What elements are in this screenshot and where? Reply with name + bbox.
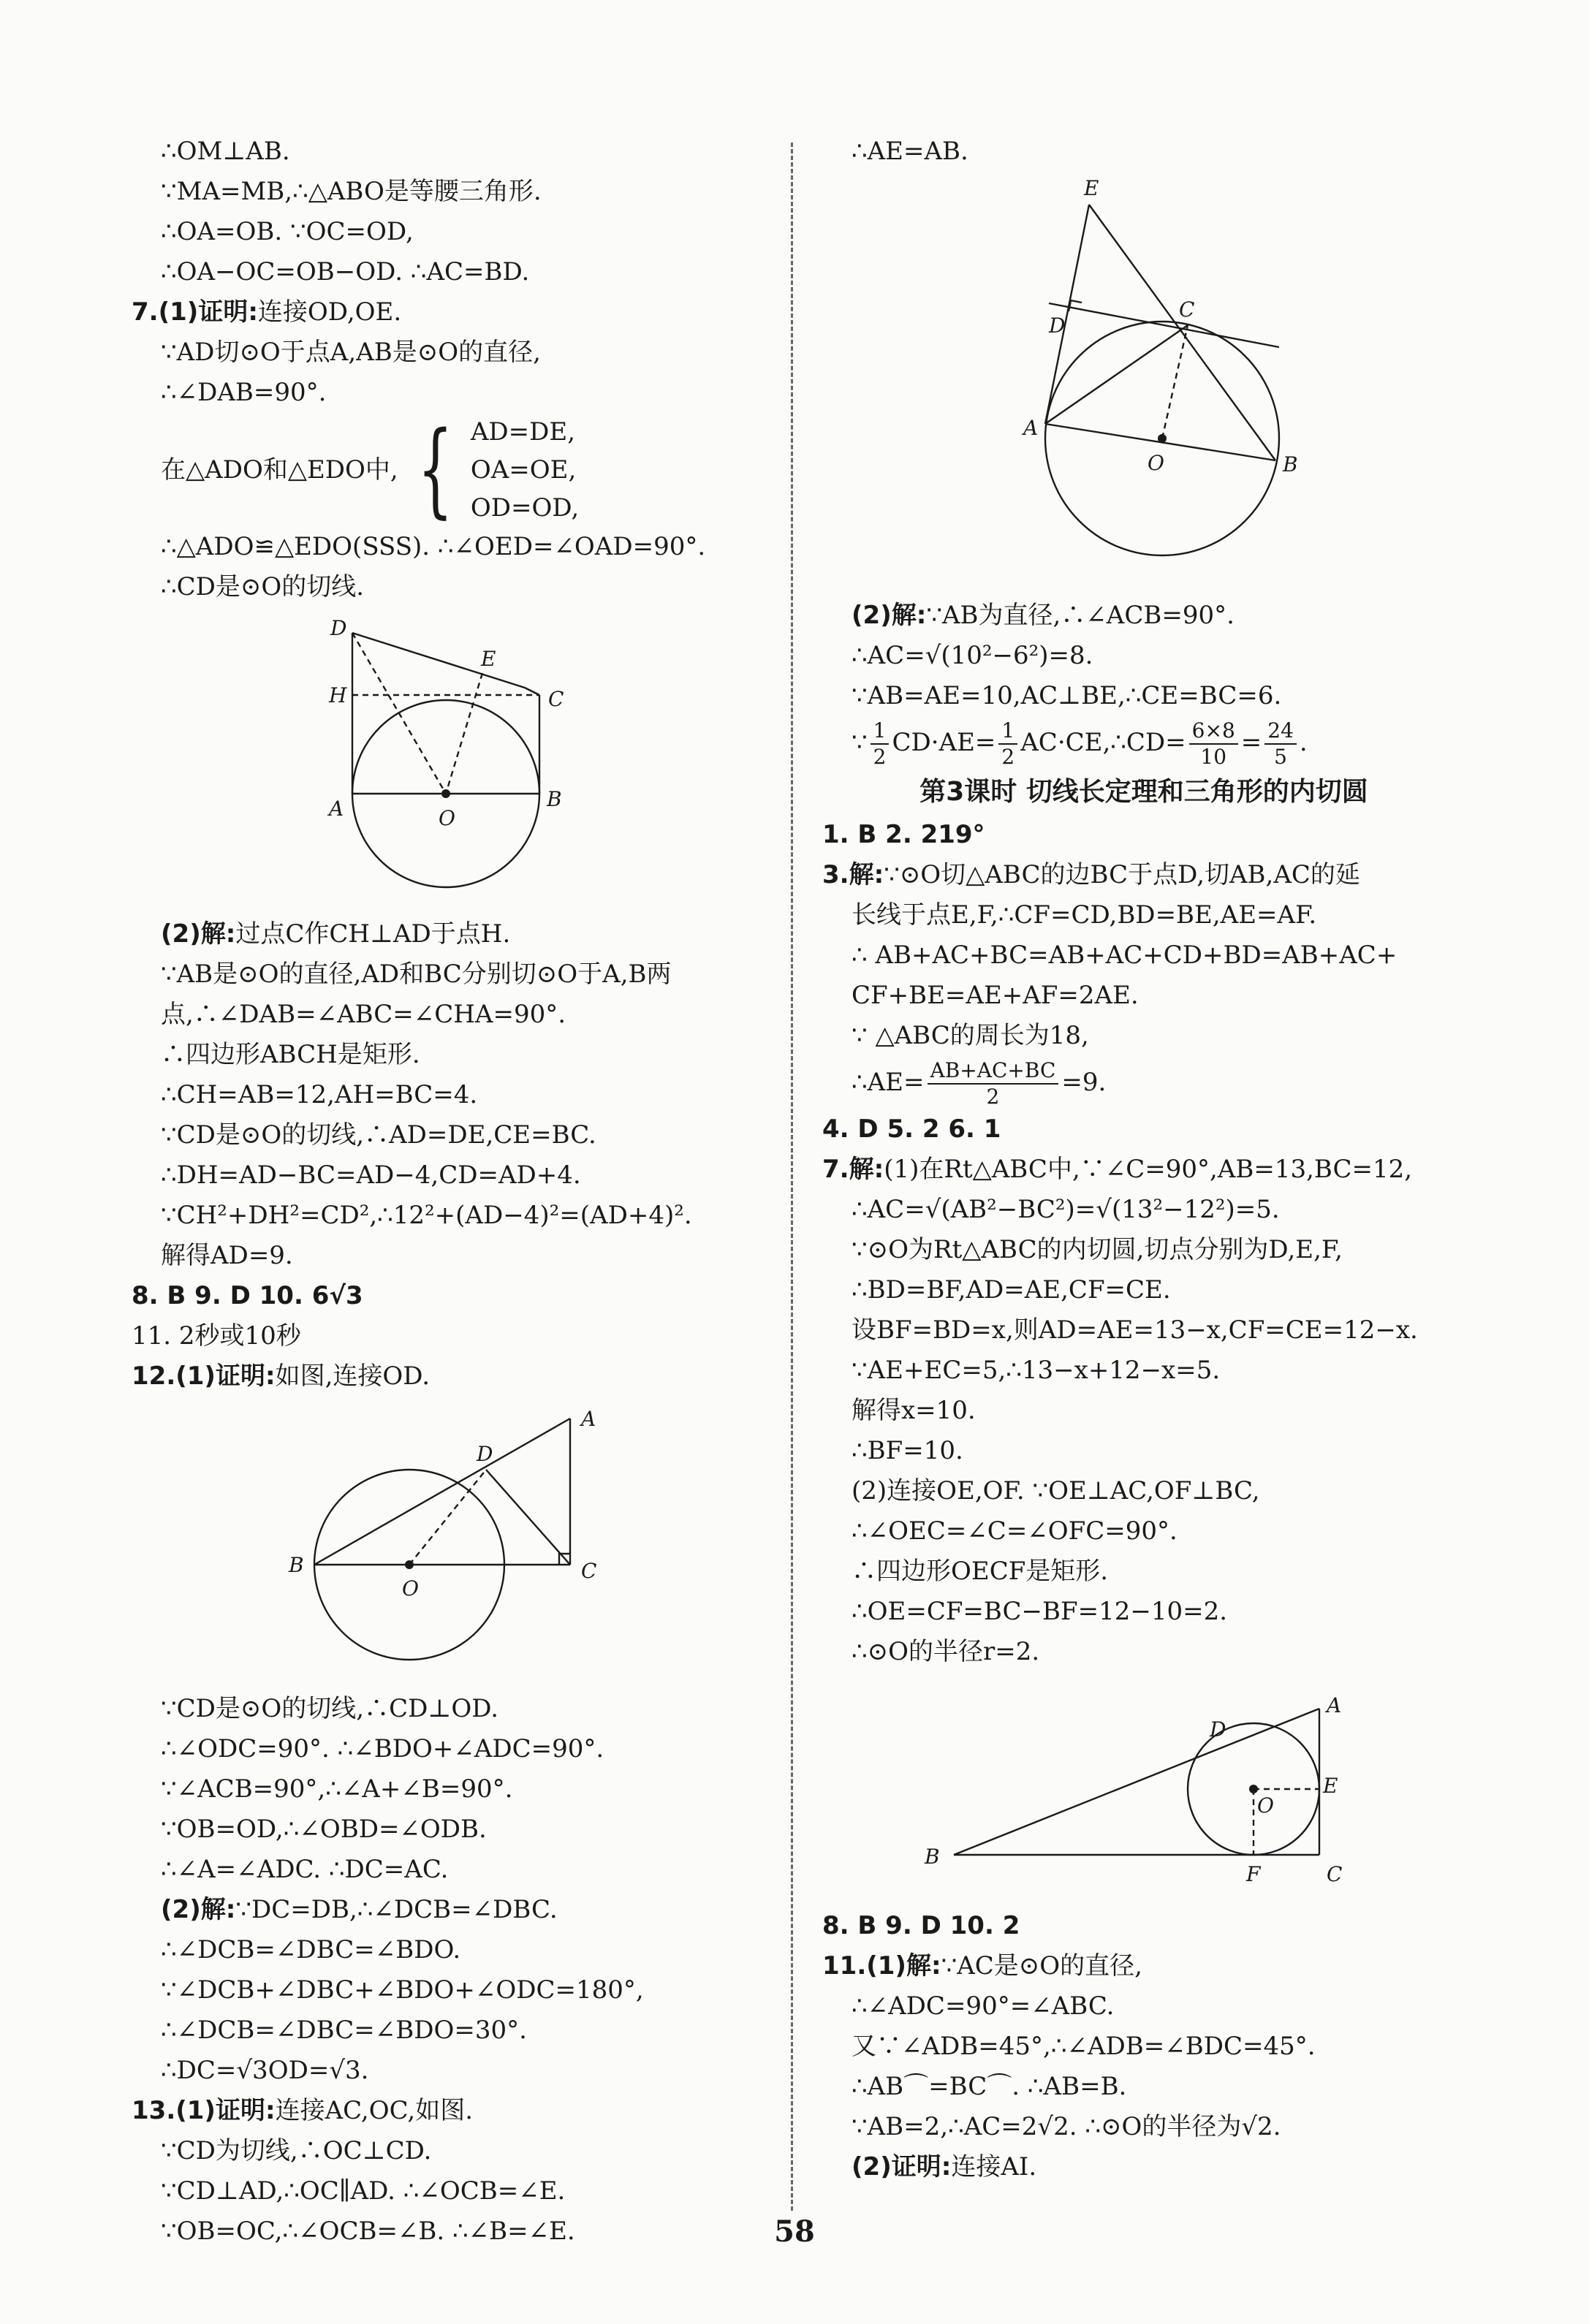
text: CD·AE=: [892, 728, 996, 757]
text-line: ∴∠DCB=∠DBC=∠BDO=30°.: [161, 2016, 527, 2045]
left-column: [132, 132, 775, 2252]
solution-label: (1)解:: [866, 1951, 941, 1981]
text-line: ∵CD⊥AD,∴OC∥AD. ∴∠OCB=∠E.: [161, 2176, 566, 2206]
text-line: ∴CH=AB=12,AH=BC=4.: [161, 1080, 478, 1109]
q7-line: [822, 1150, 1465, 1190]
text: =9.: [1061, 1068, 1107, 1097]
fraction-line: [852, 716, 1465, 770]
label-A: A: [1327, 1693, 1342, 1717]
text-line: ∵⊙O为Rt△ABC的内切圆,切点分别为D,E,F,: [852, 1235, 1343, 1264]
answers-8-10: 8. B 9. D 10. 2: [822, 1911, 1020, 1940]
text-line: ∴四边形ABCH是矩形.: [161, 1040, 420, 1069]
text-line: ∴OM⊥AB.: [161, 137, 290, 166]
text: 如图,连接OD.: [275, 1362, 431, 1391]
text-line: ∵AE+EC=5,∴13−x+12−x=5.: [852, 1356, 1221, 1385]
fraction: [1189, 718, 1238, 770]
q11-2-line: [852, 2147, 1465, 2187]
text-line: ∴AC=√(AB²−BC²)=√(13²−12²)=5.: [852, 1195, 1280, 1224]
text: =: [1240, 728, 1262, 757]
denominator: 5: [1274, 745, 1287, 769]
text-line: ∵OB=OC,∴∠OCB=∠B. ∴∠B=∠E.: [161, 2217, 575, 2246]
text-line: ∴OA=OB. ∵OC=OD,: [161, 217, 414, 246]
answers-4-6: 4. D 5. 2 6. 1: [822, 1114, 1001, 1144]
text-line: ∵∠ACB=90°,∴∠A+∠B=90°.: [161, 1774, 513, 1804]
text-line: ∴BD=BF,AD=AE,CF=CE.: [852, 1275, 1171, 1305]
numerator: 1: [998, 718, 1017, 745]
label-D: D: [1210, 1717, 1226, 1742]
figure-q7: [132, 615, 775, 907]
numerator: 6×8: [1189, 718, 1238, 745]
fraction-line: [852, 1056, 1465, 1109]
proof-label: (2)证明:: [852, 2152, 952, 2181]
question-number: 12.: [132, 1362, 176, 1391]
label-C: C: [1179, 297, 1195, 322]
text-line: ∴ AB+AC+BC=AB+AC+CD+BD=AB+AC+: [852, 941, 1398, 970]
system-line: OA=OE,: [470, 455, 577, 485]
q12-2-line: [161, 1890, 775, 1930]
q13-line: [132, 2091, 775, 2131]
text-line: ∵CD是⊙O的切线,∴CD⊥OD.: [161, 1694, 499, 1723]
question-number: 11.: [822, 1951, 867, 1981]
label-A: A: [581, 1407, 596, 1431]
q7-line: [132, 292, 775, 333]
text-line: ∵ △ABC的周长为18,: [852, 1021, 1089, 1050]
label-E: E: [481, 647, 496, 671]
text: (1)在Rt△ABC中,∵∠C=90°,AB=13,BC=12,: [884, 1155, 1413, 1184]
label-A: A: [329, 797, 344, 821]
figure-q13: [822, 179, 1465, 588]
text: ∵⊙O切△ABC的边BC于点D,切AB,AC的延: [884, 860, 1360, 889]
label-A: A: [1023, 416, 1039, 440]
label-C: C: [1327, 1862, 1343, 1886]
system-line: AD=DE,: [470, 417, 576, 447]
answers-1-2: 1. B 2. 219°: [822, 820, 985, 849]
proof-label: (1)证明:: [175, 1362, 276, 1391]
label-B: B: [547, 787, 562, 811]
text: AC·CE,∴CD=: [1020, 728, 1186, 757]
label-H: H: [329, 683, 347, 707]
page-number: 58: [774, 2214, 815, 2249]
equation-system: [132, 410, 775, 529]
q7-2-line: [161, 914, 775, 954]
text-line: 长线于点E,F,∴CF=CD,BD=BE,AE=AF.: [852, 900, 1317, 930]
text-line: ∴四边形OECF是矩形.: [852, 1557, 1109, 1586]
text-line: ∴∠OEC=∠C=∠OFC=90°.: [852, 1516, 1177, 1546]
denominator: 10: [1200, 745, 1227, 769]
solution-label: (2)解:: [161, 919, 236, 949]
label-B: B: [289, 1553, 304, 1577]
numerator: AB+AC+BC: [928, 1058, 1059, 1085]
label-D: D: [330, 616, 347, 640]
label-F: F: [1246, 1862, 1261, 1886]
text: 过点C作CH⊥AD于点H.: [235, 919, 511, 949]
text: 连接AI.: [951, 2152, 1037, 2181]
fraction: [928, 1058, 1059, 1109]
text-line: 解得x=10.: [852, 1396, 976, 1425]
text-line: ∴AC=√(10²−6²)=8.: [852, 641, 1093, 670]
fraction: [998, 718, 1017, 770]
brace: {: [417, 410, 453, 529]
proof-label: (1)证明:: [175, 2096, 276, 2125]
label-E: E: [1323, 1774, 1338, 1798]
text-line: 解得AD=9.: [161, 1241, 293, 1270]
solution-label: 解:: [849, 860, 884, 889]
label-O: O: [1148, 451, 1164, 475]
answers-8-10: 8. B 9. D 10. 6√3: [132, 1281, 363, 1310]
text-line: ∴DH=AD−BC=AD−4,CD=AD+4.: [161, 1161, 581, 1190]
text-line: ∵∠DCB+∠DBC+∠BDO+∠ODC=180°,: [161, 1975, 644, 2005]
label-B: B: [1283, 452, 1298, 476]
label-D: D: [477, 1442, 493, 1466]
numerator: 24: [1264, 718, 1297, 745]
label-C: C: [581, 1559, 597, 1583]
text-line: ∴△ADO≌△EDO(SSS). ∴∠OED=∠OAD=90°.: [161, 532, 706, 561]
text-line: ∵CH²+DH²=CD²,∴12²+(AD−4)²=(AD+4)².: [161, 1201, 692, 1230]
solution-label: (2)解:: [852, 601, 927, 630]
text-line: ∵AB=AE=10,AC⊥BE,∴CE=BC=6.: [852, 681, 1282, 710]
text-line: CF+BE=AE+AF=2AE.: [852, 981, 1139, 1010]
text-line: 点,∴∠DAB=∠ABC=∠CHA=90°.: [161, 1000, 566, 1029]
label-O: O: [439, 806, 455, 830]
text: 连接OD,OE.: [257, 297, 402, 327]
denominator: 2: [986, 1085, 1000, 1109]
figure-q12: [132, 1404, 775, 1682]
numerator: 1: [871, 718, 890, 745]
question-number: 13.: [132, 2096, 176, 2125]
question-number: 3.: [822, 860, 849, 889]
lines-a: [132, 132, 775, 292]
text-line: ∵AB=2,∴AC=2√2. ∴⊙O的半径为√2.: [852, 2112, 1281, 2141]
question-number: 7.: [132, 297, 159, 327]
text: ∵DC=DB,∴∠DCB=∠DBC.: [235, 1895, 558, 1924]
text-line: ∴BF=10.: [852, 1436, 963, 1465]
solution-label: (2)解:: [161, 1895, 236, 1924]
question-number: 7.: [822, 1155, 849, 1184]
text: 连接AC,OC,如图.: [275, 2096, 474, 2125]
label-B: B: [925, 1845, 940, 1869]
fraction: [871, 718, 890, 770]
text-line: ∴⊙O的半径r=2.: [852, 1637, 1040, 1666]
column-divider: [791, 143, 793, 2211]
text-line: ∵CD为切线,∴OC⊥CD.: [161, 2136, 432, 2165]
text-line: ∴∠DAB=90°.: [161, 378, 327, 407]
text: ∵: [852, 728, 868, 757]
text-line: ∵AB是⊙O的直径,AD和BC分别切⊙O于A,B两: [161, 960, 672, 989]
text-line: ∴AB⌒=BC⌒. ∴AB=B.: [852, 2072, 1127, 2101]
solution-label: 解:: [849, 1155, 884, 1184]
q11-line: [822, 1946, 1465, 1986]
label-D: D: [1049, 314, 1066, 338]
q3-line: [822, 855, 1465, 895]
system-line: OD=OD,: [470, 493, 580, 523]
label-E: E: [1084, 179, 1099, 200]
text-line: (2)连接OE,OF. ∵OE⊥AC,OF⊥BC,: [852, 1476, 1260, 1505]
text-line: ∴∠ADC=90°=∠ABC.: [852, 1991, 1115, 2021]
text-line: ∴∠ODC=90°. ∴∠BDO+∠ADC=90°.: [161, 1734, 604, 1763]
system-prefix: 在△ADO和△EDO中,: [161, 455, 398, 485]
answer-11: 11. 2秒或10秒: [132, 1321, 301, 1351]
section-heading: 第3课时 切线长定理和三角形的内切圆: [919, 777, 1368, 807]
text-line: 设BF=BD=x,则AD=AE=13−x,CF=CE=12−x.: [852, 1315, 1418, 1345]
text-line: ∴DC=√3OD=√3.: [161, 2056, 369, 2085]
denominator: 2: [873, 745, 887, 769]
text-line: ∴OA−OC=OB−OD. ∴AC=BD.: [161, 257, 530, 286]
text-line: 又∵∠ADB=45°,∴∠ADB=∠BDC=45°.: [852, 2032, 1316, 2061]
q12-line: [132, 1356, 775, 1397]
text-line: ∴∠DCB=∠DBC=∠BDO.: [161, 1935, 461, 1964]
text-line: ∵OB=OD,∴∠OBD=∠ODB.: [161, 1815, 487, 1844]
q2-line: [852, 596, 1465, 636]
text-line: ∴∠A=∠ADC. ∴DC=AC.: [161, 1855, 449, 1884]
text: ∵AB为直径,∴∠ACB=90°.: [926, 601, 1235, 630]
text-line: ∵MA=MB,∴△ABO是等腰三角形.: [161, 177, 542, 206]
right-column: [822, 132, 1465, 2187]
label-O: O: [1257, 1793, 1274, 1818]
figure-q7-incircle: [822, 1679, 1465, 1899]
text: ∴AE=: [852, 1068, 925, 1097]
text: .: [1299, 728, 1308, 757]
fraction: [1264, 718, 1297, 770]
text: ∵AC是⊙O的直径,: [941, 1951, 1142, 1981]
label-O: O: [402, 1576, 419, 1600]
denominator: 2: [1001, 745, 1015, 769]
proof-label: (1)证明:: [158, 297, 258, 327]
label-C: C: [548, 687, 564, 711]
text-line: ∴OE=CF=BC−BF=12−10=2.: [852, 1597, 1228, 1626]
text-line: ∵CD是⊙O的切线,∴AD=DE,CE=BC.: [161, 1120, 596, 1150]
text-line: ∴AE=AB.: [852, 137, 968, 166]
text-line: ∵AD切⊙O于点A,AB是⊙O的直径,: [161, 338, 541, 367]
text-line: ∴CD是⊙O的切线.: [161, 572, 365, 601]
